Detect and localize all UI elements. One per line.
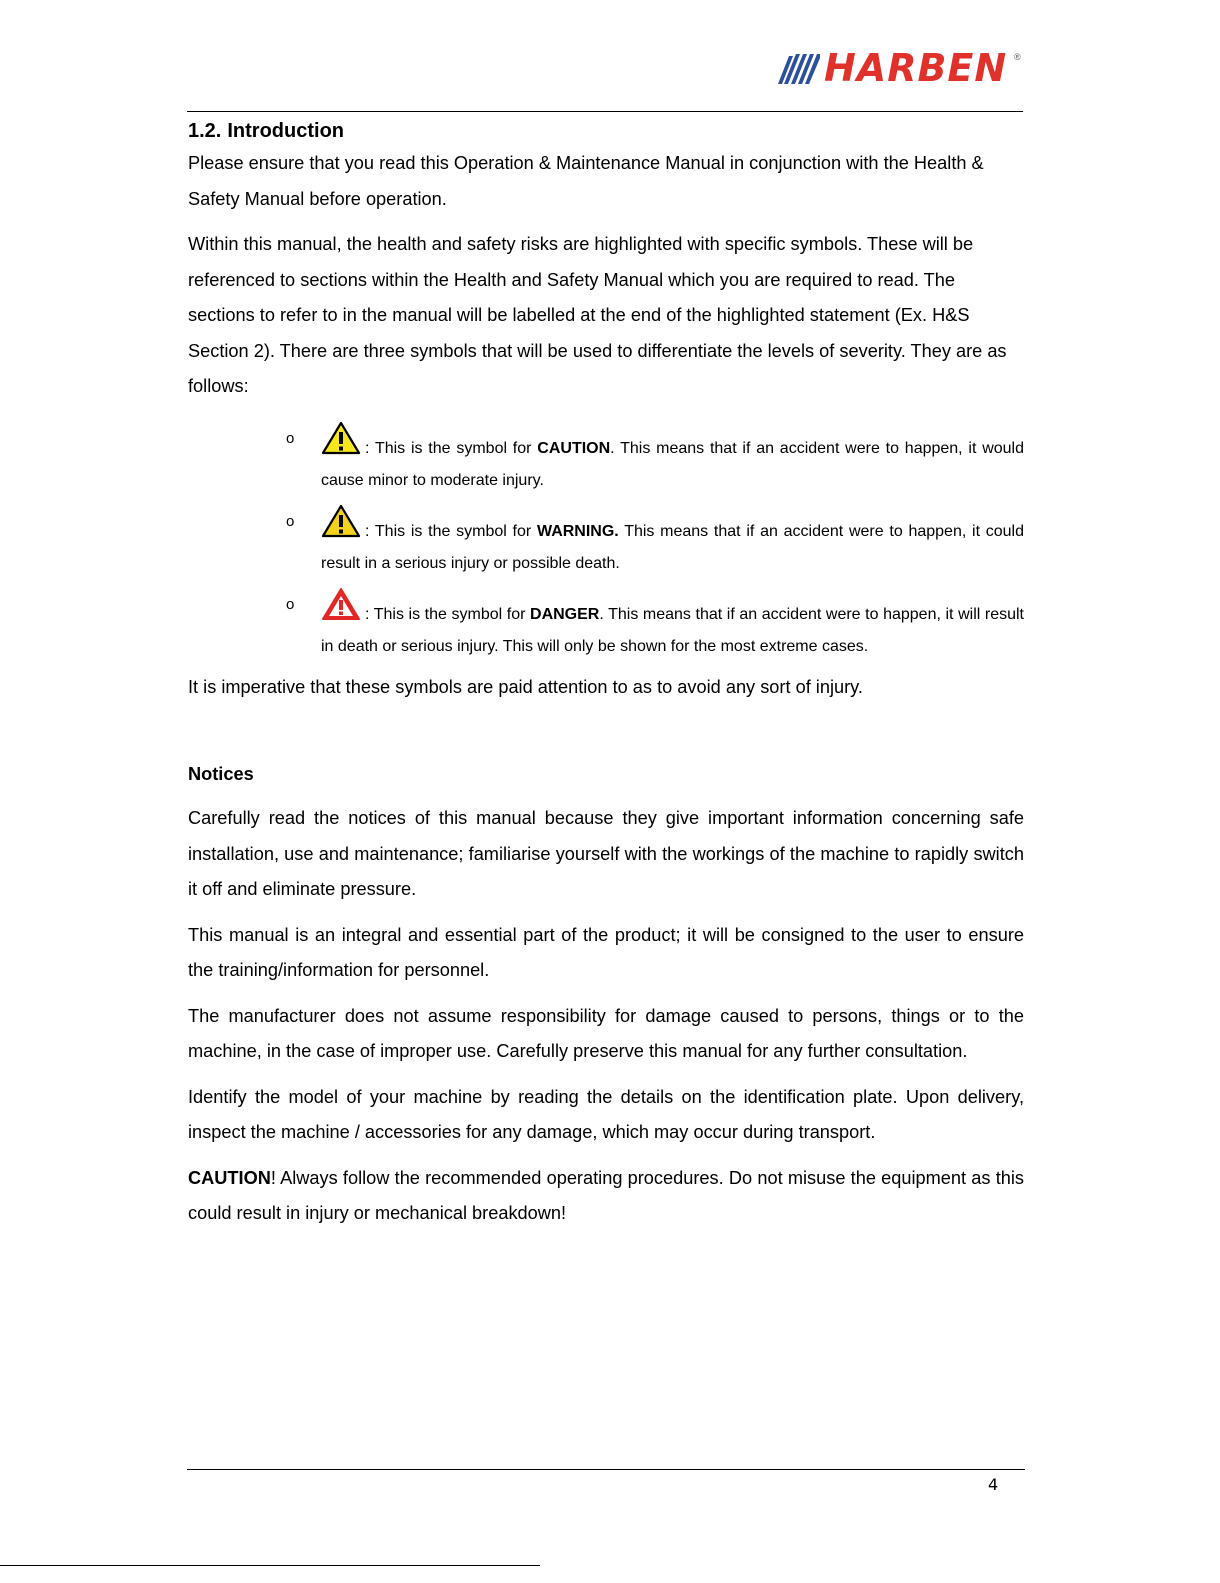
caution-triangle-icon bbox=[321, 421, 361, 455]
header-divider bbox=[187, 111, 1023, 112]
page-number: 4 bbox=[988, 1475, 999, 1494]
notices-paragraph-3: The manufacturer does not assume responsibility for damage caused to persons, things or to the machine, in the case of improper use. Carefully preserve this manual for any further consultation. bbox=[188, 1005, 1024, 1061]
danger-keyword: DANGER bbox=[530, 605, 600, 623]
brand-name: HARBEN bbox=[824, 46, 1008, 90]
bullet: o bbox=[286, 429, 295, 447]
intro-paragraph-1: Please ensure that you read this Operation & Maintenance Manual in conjunction with the Health & Safety Manual before operation. bbox=[188, 153, 984, 209]
page-content bbox=[188, 118, 1024, 1242]
symbol-description: . This means that if an accident were to happen, it would cause minor to moderate injury. bbox=[321, 439, 1025, 489]
bullet: o bbox=[286, 595, 295, 613]
notices-paragraph-2: This manual is an integral and essential part of the product; it will be consigned to the user to ensure the training/information for personnel. bbox=[188, 924, 1024, 980]
imperative-paragraph: It is imperative that these symbols are paid attention to as to avoid any sort of injury. bbox=[188, 676, 863, 697]
harben-stripes-icon bbox=[778, 54, 820, 84]
symbol-description: . This means that if an accident were to happen, it will result in death or serious injury. This will only be shown for the most extreme cases. bbox=[321, 605, 1025, 655]
notices-heading: Notices bbox=[188, 764, 254, 784]
symbol-prefix: : This is the symbol for bbox=[365, 439, 538, 457]
warning-triangle-icon bbox=[321, 504, 361, 538]
notices-paragraph-1: Carefully read the notices of this manual because they give important information concerning safe installation, use and maintenance; familiarise yourself with the workings of the machine to rapidly switch it off and eliminate pressure. bbox=[188, 808, 1024, 899]
bullet: o bbox=[286, 512, 295, 530]
list-item bbox=[188, 504, 1024, 580]
caution-text: ! Always follow the recommended operating procedures. Do not misuse the equipment as this could result in injury or mechanical breakdown! bbox=[188, 1167, 1024, 1223]
symbol-prefix: : This is the symbol for bbox=[365, 605, 531, 623]
caution-label: CAUTION bbox=[188, 1167, 271, 1188]
section-heading bbox=[188, 118, 1024, 144]
caution-paragraph bbox=[188, 1161, 1024, 1232]
symbol-prefix: : This is the symbol for bbox=[365, 522, 537, 540]
warning-keyword: WARNING. bbox=[536, 522, 619, 540]
harben-logo bbox=[778, 46, 1026, 90]
intro-paragraph-2: Within this manual, the health and safety risks are highlighted with specific symbols. These will be referenced to sections within the Health and Safety Manual which you are required to read. The sections to refer to in the manual will be labelled at the end of the highlighted statement (Ex. H&S Section 2). There are three symbols that will be used to differentiate the levels of severity. They are as follows: bbox=[188, 234, 1007, 396]
section-number: 1.2. bbox=[188, 120, 222, 142]
danger-triangle-icon bbox=[321, 587, 361, 621]
severity-symbol-list bbox=[188, 421, 1024, 663]
list-item bbox=[188, 587, 1024, 663]
registered-mark: ® bbox=[1014, 52, 1021, 62]
list-item bbox=[188, 421, 1024, 497]
footer-divider bbox=[187, 1469, 1025, 1470]
caution-keyword: CAUTION bbox=[537, 439, 611, 457]
symbol-description: This means that if an accident were to happen, it could result in a serious injury or possible death. bbox=[321, 522, 1025, 572]
notices-paragraph-4: Identify the model of your machine by reading the details on the identification plate. Upon delivery, inspect the machine / accessories for any damage, which may occur during transport. bbox=[188, 1086, 1024, 1142]
bottom-edge-line bbox=[0, 1565, 540, 1566]
section-title: Introduction bbox=[227, 120, 344, 142]
